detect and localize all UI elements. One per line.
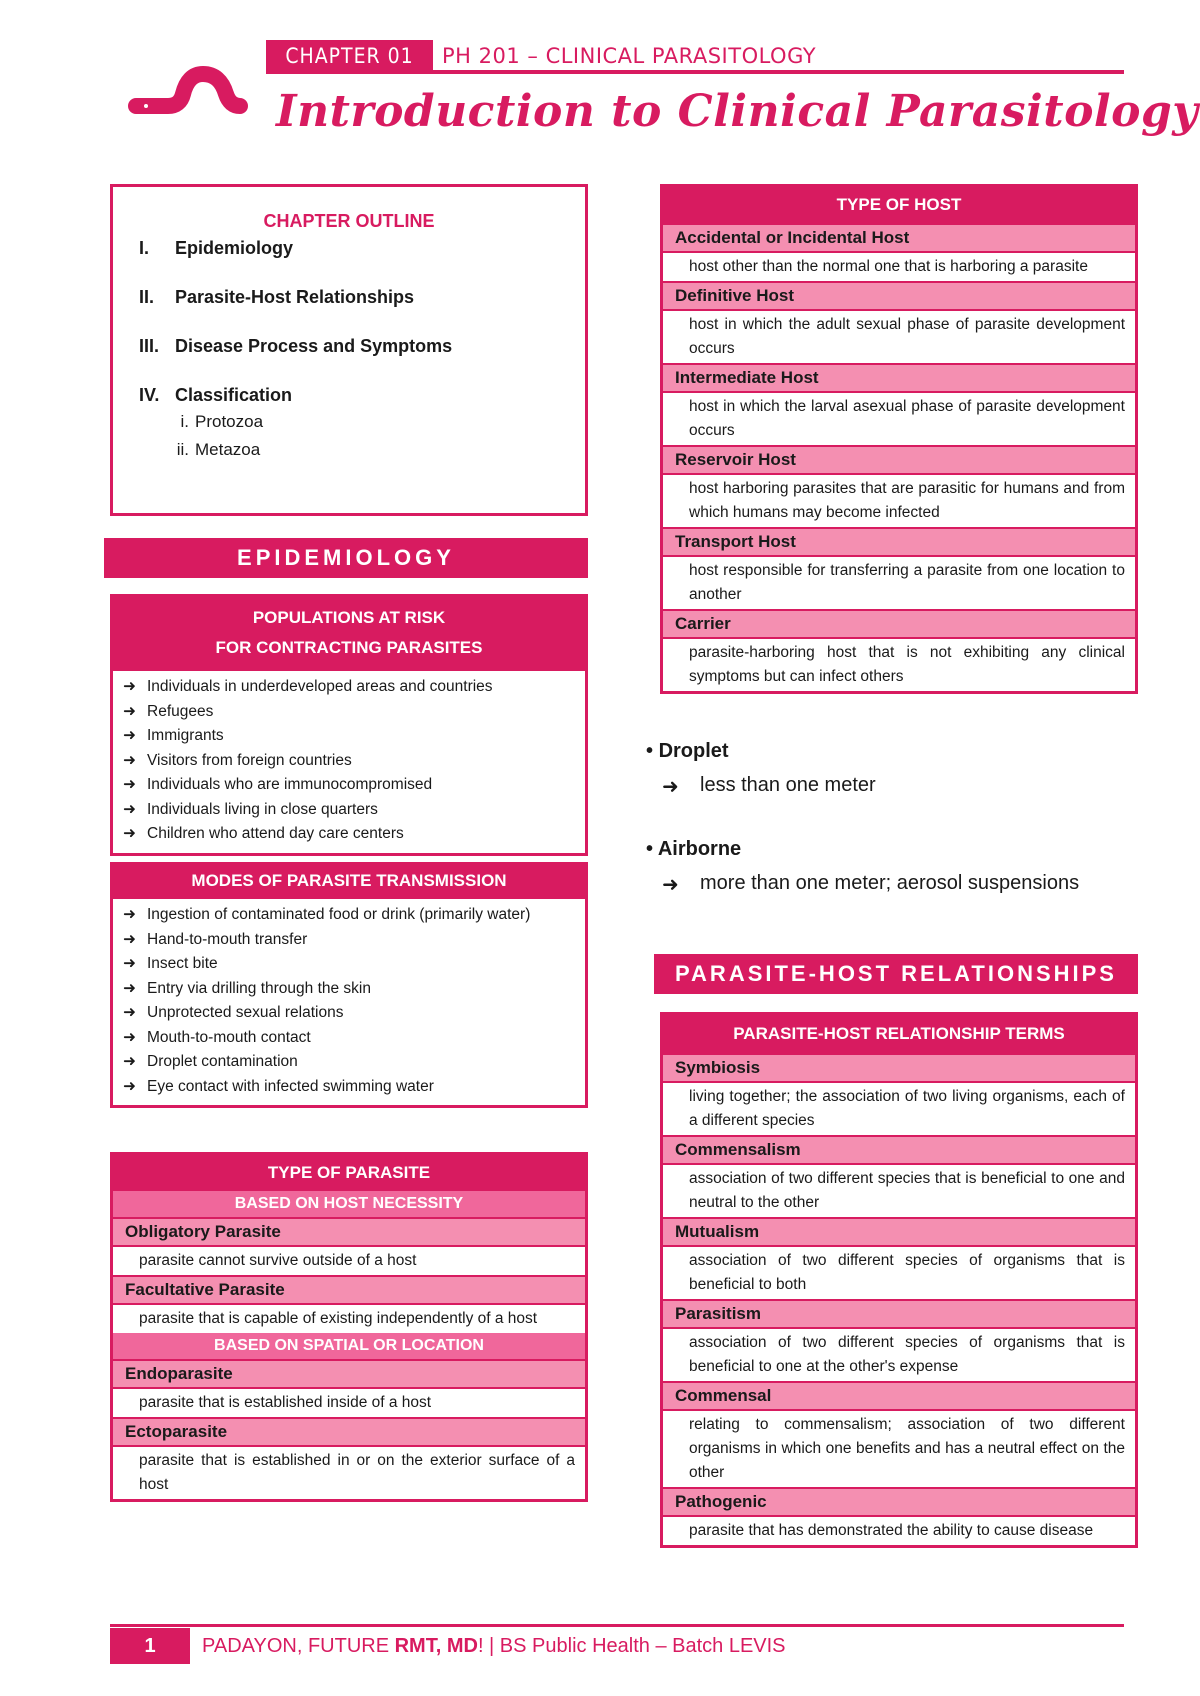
header-divider (266, 70, 1124, 74)
def-carrier: parasite-harboring host that is not exhibiting any clinical symptoms but can infect others (662, 638, 1137, 693)
def-symbiosis: living together; the association of two living organisms, each of a different species (662, 1082, 1137, 1136)
airborne-desc: ➜ more than one meter; aerosol suspensions (662, 872, 1080, 896)
list-item: ➜ Hand-to-mouth transfer (123, 930, 308, 948)
relationship-terms-title: PARASITE-HOST RELATIONSHIP TERMS (662, 1014, 1137, 1055)
droplet-heading: • Droplet (646, 740, 729, 762)
def-transport-host: host responsible for transferring a parasite from one location to another (662, 556, 1137, 610)
def-endoparasite: parasite that is established inside of a host (112, 1388, 587, 1418)
list-item: ➜ Insect bite (123, 955, 218, 972)
list-item: ➜ Individuals living in close quarters (123, 800, 378, 818)
transmission-list (112, 898, 587, 1107)
parasite-type-title: TYPE OF PARASITE (112, 1154, 587, 1192)
list-item: ➜ Droplet contamination (123, 1053, 298, 1070)
outline-item: II. Parasite-Host Relationships (139, 287, 415, 307)
transmission-title: MODES OF PARASITE TRANSMISSION (112, 864, 587, 899)
term-carrier: Carrier (662, 610, 1137, 638)
list-item: ➜ Individuals in underdeveloped areas and countries (123, 678, 493, 695)
def-definitive-host: host in which the adult sexual phase of parasite development occurs (662, 310, 1137, 364)
airborne-heading: • Airborne (646, 838, 742, 860)
list-item: ➜ Mouth-to-mouth contact (123, 1028, 311, 1046)
outline-item: I. Epidemiology (139, 238, 294, 258)
def-parasitism: association of two different species of organisms that is beneficial to one at the other's expense (662, 1328, 1137, 1382)
term-reservoir-host: Reservoir Host (662, 446, 1137, 474)
term-commensal: Commensal (662, 1382, 1137, 1410)
subheader-host-necessity: BASED ON HOST NECESSITY (112, 1191, 587, 1218)
outline-title: CHAPTER OUTLINE (263, 211, 435, 231)
def-commensal: relating to commensalism; association of two different organisms in which one benefits and has a neutral effect on the other (662, 1410, 1137, 1488)
populations-list (112, 670, 587, 854)
list-item: ➜ Immigrants (123, 727, 224, 744)
parasite-type-table (110, 1152, 588, 1502)
footer-divider (110, 1624, 1124, 1627)
list-item: ➜ Ingestion of contaminated food or drink (primarily water) (123, 906, 531, 923)
chapter-outline (110, 184, 588, 516)
relationship-terms-table (660, 1012, 1138, 1548)
populations-at-risk-table (110, 594, 588, 856)
footer-text: PADAYON, FUTURE RMT, MD ! | BS Public Health – Batch LEVIS (202, 1634, 786, 1657)
page-number: 1 (110, 1628, 190, 1664)
page-title: Introduction to Clinical Parasitology (276, 86, 1199, 137)
term-mutualism: Mutualism (662, 1218, 1137, 1246)
outline-subitem: i. Protozoa (180, 412, 264, 431)
term-transport-host: Transport Host (662, 528, 1137, 556)
outline-item: IV. Classification (139, 385, 293, 405)
relationships-banner: PARASITE-HOST RELATIONSHIPS (654, 954, 1138, 994)
def-mutualism: association of two different species of organisms that is beneficial to both (662, 1246, 1137, 1300)
subheader-location: BASED ON SPATIAL OR LOCATION (112, 1333, 587, 1360)
def-facultative: parasite that is capable of existing independently of a host (112, 1304, 587, 1333)
populations-title: POPULATIONS AT RISK FOR CONTRACTING PARASITES (112, 596, 587, 671)
list-item: ➜ Refugees (123, 702, 214, 720)
term-obligatory: Obligatory Parasite (112, 1218, 587, 1246)
epidemiology-banner: EPIDEMIOLOGY (104, 538, 588, 578)
def-intermediate-host: host in which the larval asexual phase of parasite development occurs (662, 392, 1137, 446)
term-endoparasite: Endoparasite (112, 1360, 587, 1388)
list-item: ➜ Entry via drilling through the skin (123, 979, 372, 997)
worm-icon (128, 64, 248, 124)
term-parasitism: Parasitism (662, 1300, 1137, 1328)
def-reservoir-host: host harboring parasites that are parasitic for humans and from which humans may become infected (662, 474, 1137, 528)
list-item: ➜ Eye contact with infected swimming water (123, 1077, 434, 1095)
term-accidental-host: Accidental or Incidental Host (662, 224, 1137, 252)
def-ectoparasite: parasite that is established in or on the exterior surface of a host (112, 1446, 587, 1501)
list-item: ➜ Individuals who are immunocompromised (123, 776, 433, 793)
term-commensalism: Commensalism (662, 1136, 1137, 1164)
outline-subitems (139, 408, 559, 464)
term-definitive-host: Definitive Host (662, 282, 1137, 310)
term-ectoparasite: Ectoparasite (112, 1418, 587, 1446)
term-pathogenic: Pathogenic (662, 1488, 1137, 1516)
list-item: ➜ Visitors from foreign countries (123, 751, 352, 769)
droplet-desc: ➜ less than one meter (662, 774, 876, 798)
def-obligatory: parasite cannot survive outside of a host (112, 1246, 587, 1276)
def-pathogenic: parasite that has demonstrated the ability to cause disease (662, 1516, 1137, 1547)
outline-subitem: ii. Metazoa (176, 440, 261, 459)
term-intermediate-host: Intermediate Host (662, 364, 1137, 392)
list-item: ➜ Unprotected sexual relations (123, 1004, 344, 1021)
def-commensalism: association of two different species that is beneficial to one and neutral to the other (662, 1164, 1137, 1218)
course-title: PH 201 – CLINICAL PARASITOLOGY (442, 44, 817, 68)
host-type-table (660, 184, 1138, 694)
host-type-title: TYPE OF HOST (662, 186, 1137, 225)
transmission-modes-table (110, 862, 588, 1108)
chapter-tab: CHAPTER 01 (266, 40, 433, 72)
term-facultative: Facultative Parasite (112, 1276, 587, 1304)
term-symbiosis: Symbiosis (662, 1054, 1137, 1082)
def-accidental-host: host other than the normal one that is harboring a parasite (662, 252, 1137, 282)
list-item: ➜ Children who attend day care centers (123, 825, 404, 842)
outline-item: III. Disease Process and Symptoms (139, 336, 453, 356)
